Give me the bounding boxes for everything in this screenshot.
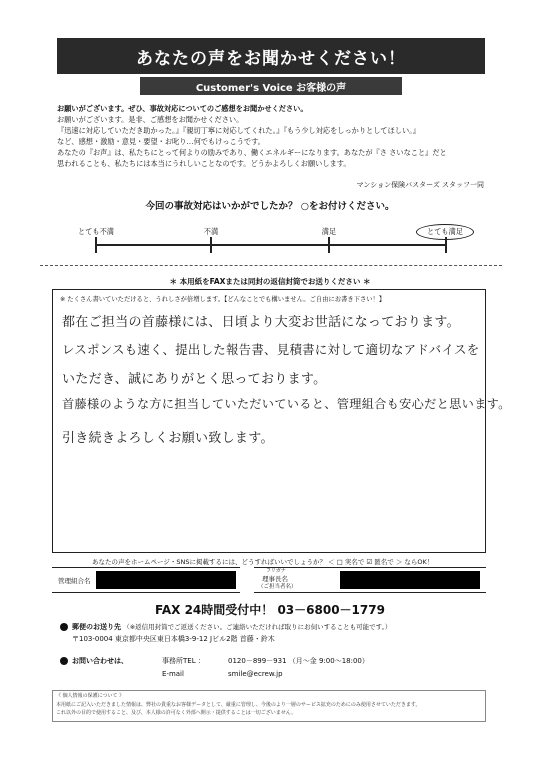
privacy-line: 本用紙にご記入いただきました情報は、弊社の貴重なお客様データとして、厳重に管理し、今後のより一層のサービス拡充のためにのみ使用させていただきます。 [56, 702, 421, 708]
intro-line: 『迅速に対応していただき助かった。』『親切丁寧に対応してくれた。』『もう少し対応をしっかりとしてほしい。』 [57, 126, 420, 135]
intro-line: 思われることも、私たちには本当にうれしいことなのです。どうかよろしくお願いします。 [57, 159, 351, 168]
scale-option-very-satisfied[interactable]: とても満足 [427, 227, 463, 236]
signature: マンション保険バスターズ スタッフ一同 [356, 181, 484, 189]
selected-circle-mark [416, 224, 474, 240]
mail-row [60, 622, 391, 632]
redacted-chairman-name [340, 571, 480, 589]
handwritten-line: 引き続きよろしくお願い致します。 [62, 431, 274, 446]
comment-prompt: ※ たくさん書いていただけると、うれしさが倍増します。【どんなことでも構いません。ご自由にお書き下さい！】 [60, 296, 386, 303]
scale-option-unsatisfied[interactable]: 不満 [203, 227, 219, 236]
fax-instruction: ＊ 本用紙をFAXまたは同封の返信封筒でお送りください ＊ [169, 277, 371, 286]
redacted-association-name [96, 571, 236, 589]
mail-note: （※返信用封筒でご返送ください。ご連絡いただければ取りにお伺いすることも可能です。） [123, 623, 392, 631]
scale-tick [210, 237, 212, 253]
association-name-field[interactable] [52, 567, 240, 593]
mail-address: 〒103-0004 東京都中央区東日本橋3-9-12 Jビル2階 首藤・鈴木 [72, 635, 275, 643]
furigana-label: フリガナ [266, 568, 286, 574]
intro-line: お願いがございます。是非、ご感想をお聞かせください。 [57, 115, 244, 124]
publish-question: あなたの声をホームページ・SNSに掲載するには、どうすればいいでしょうか？ ＜ □ 実名で ☑ 匿名で ＞ ならOK！ [92, 558, 434, 566]
chairman-sub-label: （ご担当者名） [258, 584, 297, 590]
scale-option-satisfied[interactable]: 満足 [321, 227, 337, 236]
scale-tick [95, 237, 97, 253]
privacy-line: これ以外の目的で使用すること、及び、本人様の許可なく外部へ開示・提供することは一切ございません。 [56, 710, 297, 716]
dashed-divider [40, 265, 502, 266]
office-tel[interactable]: 0120－899－931 （月～金 9:00～18:00） [228, 657, 369, 665]
contact-label: お問い合わせは、 [72, 657, 128, 665]
intro-line: あなたの『お声』は、私たちにとって何よりの励みであり、働くエネルギーになります。あなたが『さ さいなこと』だと [57, 148, 447, 157]
intro-line: など、感想・激励・意見・要望・お叱り…何でもけっこうです。 [57, 137, 265, 146]
bullet-icon [60, 657, 68, 665]
question-heading: 今回の事故対応はいかがでしたか？ ○をお付けください。 [145, 201, 395, 212]
intro-line: お願いがございます。ぜひ、事故対応についてのご感想をお聞かせください。 [57, 104, 308, 113]
bullet-icon [60, 623, 68, 631]
intro-text [57, 103, 497, 169]
scale-tick [328, 237, 330, 253]
scale-option-very-unsatisfied[interactable]: とても不満 [78, 227, 114, 236]
mail-label: 郵便のお送り先 [72, 623, 121, 631]
contact-row [60, 656, 128, 666]
association-label: 管理組合名 [58, 577, 91, 585]
email-label: E-mail [162, 670, 184, 678]
email-address[interactable]: smile@ecrew.jp [228, 670, 283, 678]
handwritten-line: 都在ご担当の首藤様には、日頃より大変お世話になっております。 [62, 315, 460, 330]
office-tel-label: 事務所TEL ： [162, 657, 205, 665]
handwritten-line: レスポンスも速く、提出した報告書、見積書に対して適切なアドバイスを [62, 342, 480, 357]
privacy-heading: 《 個人情報の保護について 》 [56, 693, 125, 699]
chairman-name-field[interactable] [254, 567, 486, 593]
fax-number: FAX 24時間受付中！ 03－6800－1779 [155, 603, 385, 617]
chairman-label: 理事長名 [262, 575, 288, 583]
page-title: あなたの声をお聞かせください！ [57, 38, 485, 74]
page-subtitle: Customer's Voice お客様の声 [140, 77, 402, 95]
rating-scale-line [95, 244, 447, 246]
handwritten-line: 首藤様のような方に担当していただいていると、管理組合も安心だと思います。 [62, 397, 511, 411]
handwritten-line: いただき、誠にありがとく思っております。 [62, 372, 327, 387]
